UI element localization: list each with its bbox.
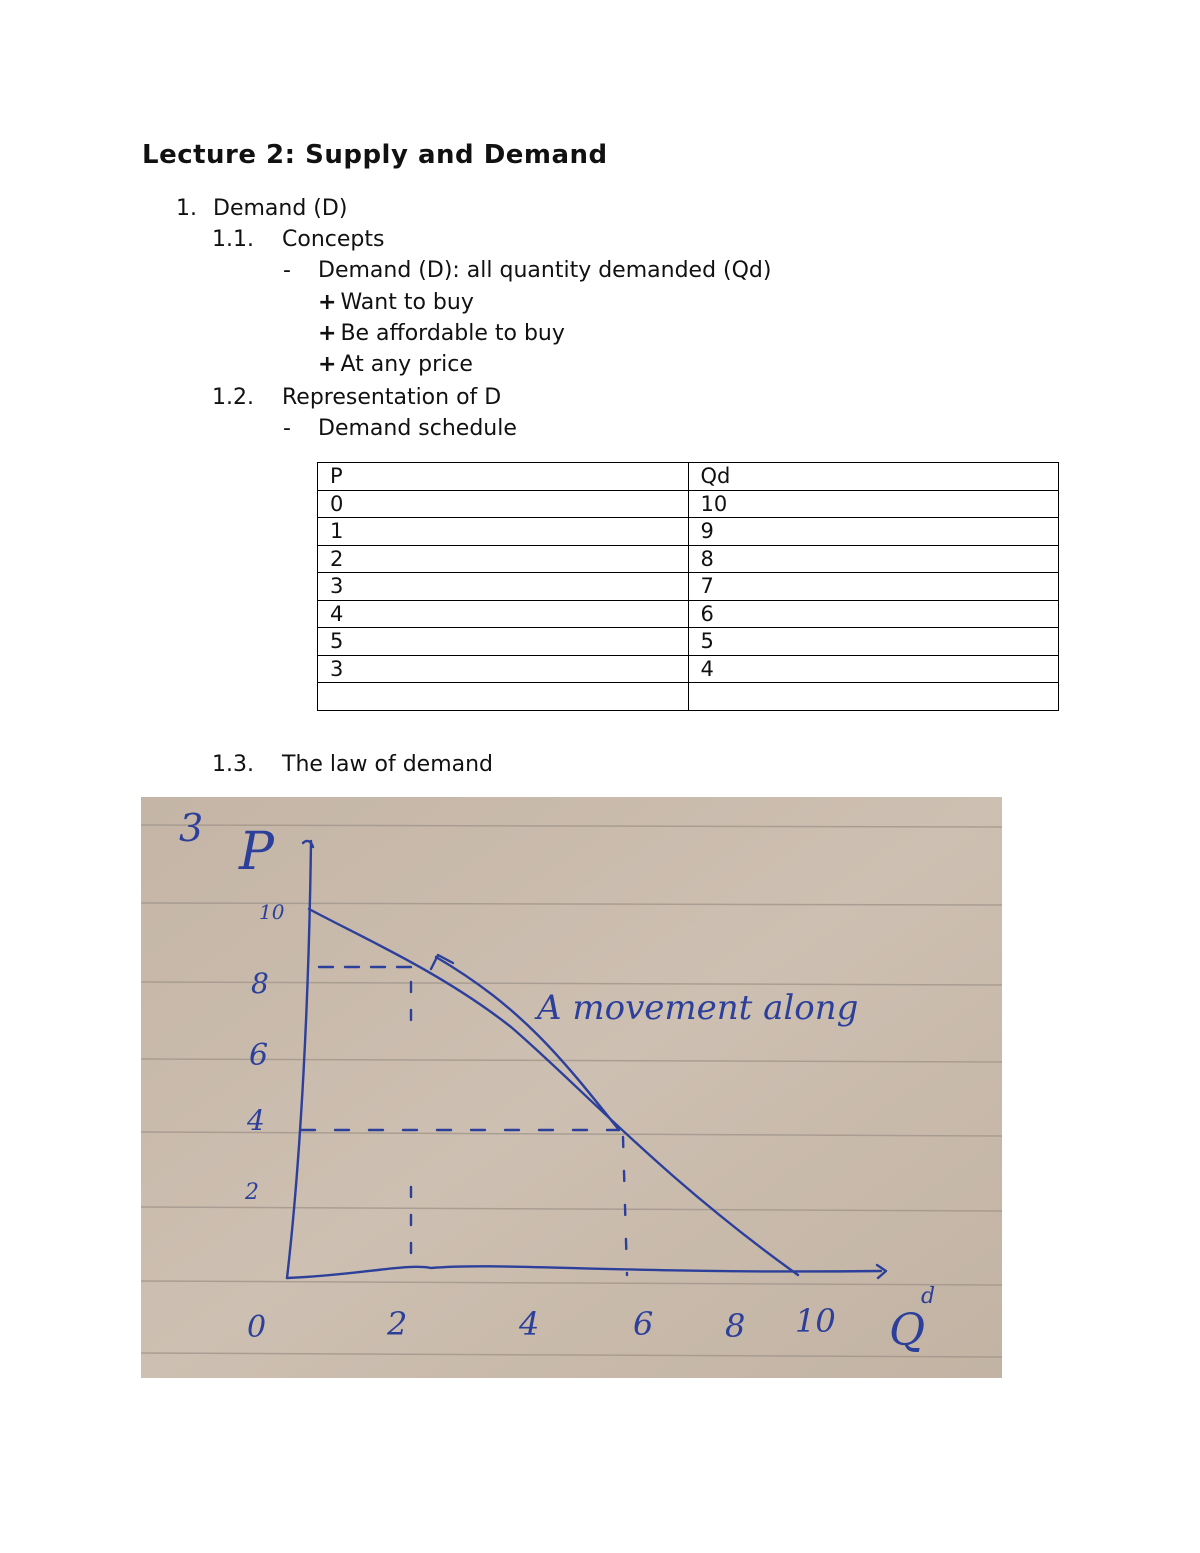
y-tick-label: 10 — [259, 900, 285, 924]
quantity-cell: 4 — [688, 655, 1059, 683]
table-row — [318, 490, 1059, 518]
table-row — [318, 628, 1059, 656]
subsection-label: Concepts — [282, 227, 385, 252]
table-header-row — [318, 463, 1059, 491]
subsection-number: 1.2. — [212, 385, 254, 410]
quantity-cell: 10 — [688, 490, 1059, 518]
corner-mark: 3 — [179, 806, 204, 850]
y-tick-label: 4 — [247, 1104, 265, 1137]
bullet-text: Demand (D): all quantity demanded (Qd) — [318, 258, 772, 283]
quantity-axis-label: Q — [889, 1305, 926, 1356]
condition-text: Want to buy — [340, 290, 474, 315]
bullet-dash: - — [283, 258, 291, 283]
lecture-title: Lecture 2: Supply and Demand — [142, 140, 608, 170]
y-tick-label: 8 — [251, 967, 269, 1000]
table-row — [318, 545, 1059, 573]
price-cell: 0 — [318, 490, 689, 518]
quantity-cell: 5 — [688, 628, 1059, 656]
quantity-cell: 7 — [688, 573, 1059, 601]
notebook-paper — [141, 797, 1002, 1378]
condition-item — [318, 352, 473, 377]
handwritten-demand-sketch — [141, 797, 1002, 1378]
plus-icon: + — [318, 352, 337, 377]
header-quantity: Qd — [688, 463, 1059, 491]
price-cell: 3 — [318, 573, 689, 601]
condition-text: Be affordable to buy — [340, 321, 565, 346]
quantity-cell: 6 — [688, 600, 1059, 628]
sketch-svg — [141, 797, 1002, 1378]
bullet-dash: - — [283, 416, 291, 441]
x-tick-label: 2 — [387, 1305, 408, 1343]
section-number: 1. — [176, 196, 197, 221]
section-label: Demand (D) — [213, 196, 348, 221]
table-row — [318, 573, 1059, 601]
x-tick-label: 6 — [633, 1305, 654, 1343]
condition-text: At any price — [340, 352, 473, 377]
plus-icon: + — [318, 321, 337, 346]
plus-icon: + — [318, 290, 337, 315]
price-cell: 3 — [318, 655, 689, 683]
price-axis-label: P — [239, 822, 274, 882]
table-row — [318, 600, 1059, 628]
table-row — [318, 518, 1059, 546]
price-cell: 5 — [318, 628, 689, 656]
y-tick-label: 6 — [249, 1038, 269, 1073]
price-cell — [318, 683, 689, 711]
demand-schedule-table — [317, 462, 1059, 711]
quantity-cell — [688, 683, 1059, 711]
movement-annotation: A movement along — [537, 988, 859, 1028]
x-tick-label: 4 — [519, 1305, 540, 1343]
bullet-text: Demand schedule — [318, 416, 517, 441]
subsection-label: Representation of D — [282, 385, 502, 410]
condition-item — [318, 321, 565, 346]
subsection-number: 1.3. — [212, 752, 254, 777]
x-tick-label: 10 — [795, 1302, 836, 1340]
price-cell: 4 — [318, 600, 689, 628]
quantity-cell: 9 — [688, 518, 1059, 546]
quantity-axis-superscript: d — [921, 1284, 936, 1309]
price-cell: 1 — [318, 518, 689, 546]
table-row — [318, 655, 1059, 683]
header-price: P — [318, 463, 689, 491]
x-tick-label: 0 — [247, 1310, 267, 1345]
price-cell: 2 — [318, 545, 689, 573]
subsection-number: 1.1. — [212, 227, 254, 252]
quantity-cell: 8 — [688, 545, 1059, 573]
x-tick-label: 8 — [725, 1307, 746, 1345]
subsection-label: The law of demand — [282, 752, 494, 777]
condition-item — [318, 290, 474, 315]
table-row — [318, 683, 1059, 711]
y-tick-label: 2 — [245, 1180, 259, 1205]
